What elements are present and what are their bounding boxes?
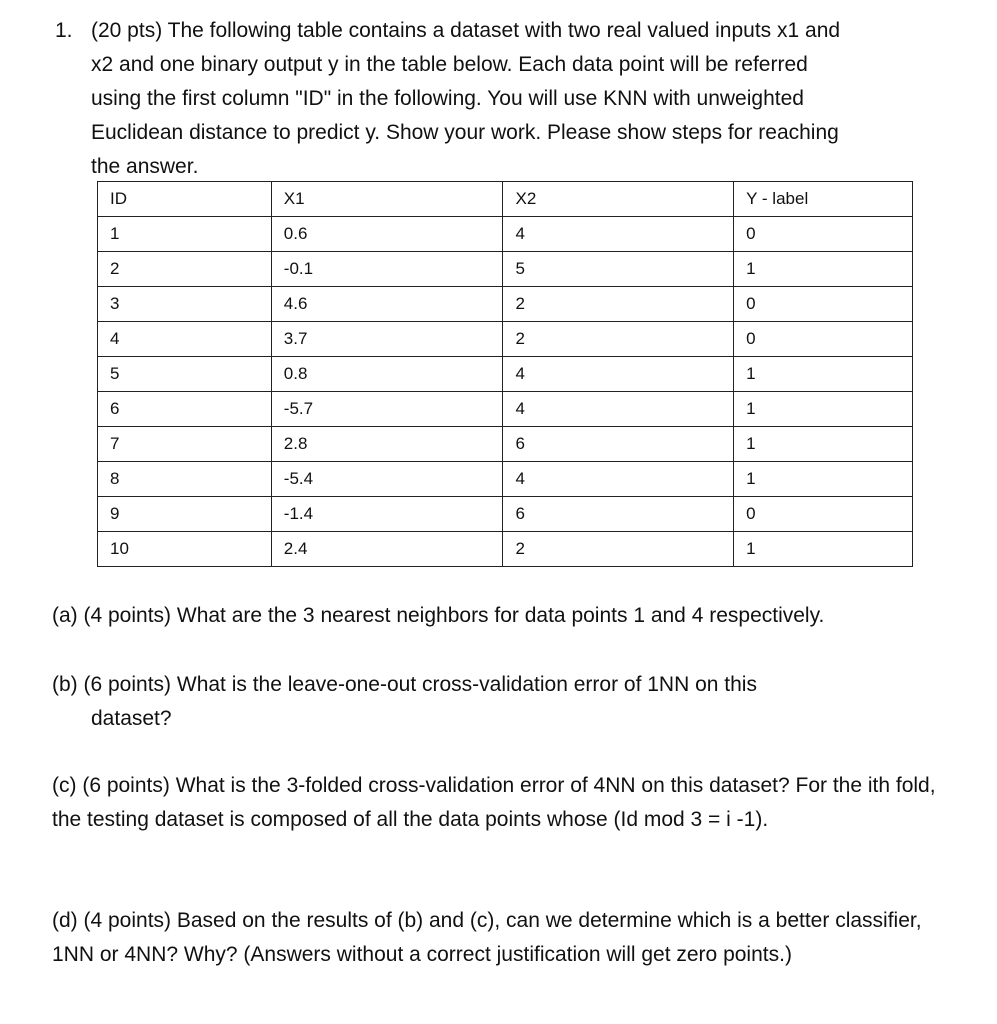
header-x2: X2 — [503, 182, 734, 217]
table-row — [98, 497, 913, 532]
cell-y-label: 0 — [734, 322, 913, 357]
table-row — [98, 287, 913, 322]
cell-x1: -5.4 — [271, 462, 503, 497]
part-d-question: (d) (4 points) Based on the results of (b) and (c), can we determine which is a better classifier, 1NN or 4NN? Why? (Answers without a correct justification will get zero points.) — [52, 909, 922, 966]
cell-x1: 2.4 — [271, 532, 503, 567]
cell-id: 10 — [98, 532, 272, 567]
table-row — [98, 322, 913, 357]
cell-x2: 4 — [503, 217, 734, 252]
question-text: (20 pts) The following table contains a dataset with two real valued inputs x1 and x2 and one binary output y in the table below. Each data point will be referred using the first column "ID" in the following. You will use KNN with unweighted Euclidean distance to predict y. Show your work. Please show steps for reaching the answer. — [91, 19, 841, 178]
cell-y-label: 1 — [734, 252, 913, 287]
cell-x2: 5 — [503, 252, 734, 287]
cell-y-label: 0 — [734, 497, 913, 532]
cell-x2: 2 — [503, 532, 734, 567]
cell-id: 7 — [98, 427, 272, 462]
cell-x2: 4 — [503, 392, 734, 427]
cell-y-label: 1 — [734, 357, 913, 392]
table-row — [98, 427, 913, 462]
part-a-question: (a) (4 points) What are the 3 nearest neighbors for data points 1 and 4 respectively. — [52, 604, 825, 627]
cell-id: 8 — [98, 462, 272, 497]
cell-x1: -0.1 — [271, 252, 503, 287]
cell-x2: 6 — [503, 497, 734, 532]
part-b-question-line2: dataset? — [91, 707, 172, 730]
cell-y-label: 1 — [734, 532, 913, 567]
cell-id: 4 — [98, 322, 272, 357]
question-number: 1. — [55, 19, 73, 42]
cell-id: 2 — [98, 252, 272, 287]
cell-x1: -5.7 — [271, 392, 503, 427]
cell-x2: 2 — [503, 322, 734, 357]
cell-x1: 0.8 — [271, 357, 503, 392]
cell-x1: -1.4 — [271, 497, 503, 532]
table-row — [98, 462, 913, 497]
table-body — [98, 217, 913, 567]
cell-id: 3 — [98, 287, 272, 322]
cell-id: 5 — [98, 357, 272, 392]
cell-x2: 4 — [503, 462, 734, 497]
cell-y-label: 1 — [734, 392, 913, 427]
header-id: ID — [98, 182, 272, 217]
header-x1: X1 — [271, 182, 503, 217]
table-row — [98, 357, 913, 392]
part-c-question: (c) (6 points) What is the 3-folded cross-validation error of 4NN on this dataset? For the ith fold, the testing dataset is composed of all the data points whose (Id mod 3 = i -1). — [52, 774, 936, 831]
cell-x1: 4.6 — [271, 287, 503, 322]
cell-x1: 0.6 — [271, 217, 503, 252]
dataset-table — [97, 181, 913, 567]
cell-y-label: 0 — [734, 287, 913, 322]
cell-x2: 4 — [503, 357, 734, 392]
cell-x2: 6 — [503, 427, 734, 462]
cell-y-label: 1 — [734, 462, 913, 497]
cell-x1: 3.7 — [271, 322, 503, 357]
cell-x1: 2.8 — [271, 427, 503, 462]
header-y-label: Y - label — [734, 182, 913, 217]
table-row — [98, 252, 913, 287]
table-row — [98, 532, 913, 567]
cell-id: 1 — [98, 217, 272, 252]
table-header-row — [98, 182, 913, 217]
cell-id: 6 — [98, 392, 272, 427]
cell-y-label: 1 — [734, 427, 913, 462]
cell-y-label: 0 — [734, 217, 913, 252]
table-row — [98, 392, 913, 427]
cell-x2: 2 — [503, 287, 734, 322]
part-b-question-line1: (b) (6 points) What is the leave-one-out cross-validation error of 1NN on this — [52, 673, 757, 696]
table-row — [98, 217, 913, 252]
cell-id: 9 — [98, 497, 272, 532]
